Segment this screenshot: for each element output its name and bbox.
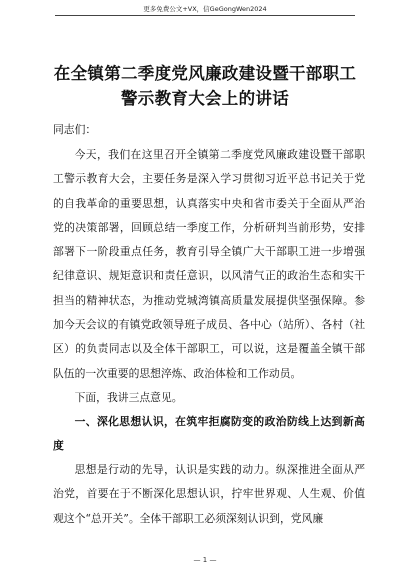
header-divider xyxy=(55,15,355,16)
header-note: 更多免费公文+VX，信GeGongWen2024 xyxy=(143,5,267,13)
paragraph-transition: 下面，我讲三点意见。 xyxy=(74,391,183,404)
paragraph-intro: 今天，我们在这里召开全镇第二季度党风廉政建设暨干部职工警示教育大会，主要任务是深入学习贯彻习近平总书记关于党的自我革命的重要思想，认真落实中央和省市委关于全面从严治党的决策部署，回顾总结一季度工作，分析研判当前形势，安排部署下一阶段重点任务，教育引导全镇广大干部职工进一步增强纪律意识、规矩意识和责任意识，以风清气正的政治生态和实干担当的精神状态，为推动党城湾镇高质量发展提供坚强保障。参加今天会议的有镇党政领导班子成员、各中心（站所）、各村（社区）的负责同志以及全体干部职工，可以说，这是覆盖全镇干部队伍的一次重要的思想淬炼、政治体检和工作动员。 xyxy=(53,148,365,380)
document-title xyxy=(40,61,370,111)
greeting: 同志们： xyxy=(53,123,97,136)
section-heading-1: 一、深化思想认识，在筑牢拒腐防变的政治防线上达到新高度 xyxy=(53,415,365,453)
title-line-1: 在全镇第二季度党风廉政建设暨干部职工 xyxy=(53,64,357,83)
page-number: — 1 — xyxy=(193,556,217,564)
paragraph-section-1: 思想是行动的先导，认识是实践的动力。纵深推进全面从严治党，首要在于不断深化思想认识，拧牢世界观、人生观、价值观这个“总开关”。全体干部职工必须深刻认识到，党风廉 xyxy=(53,463,365,525)
title-line-2: 警示教育大会上的讲话 xyxy=(121,89,289,108)
